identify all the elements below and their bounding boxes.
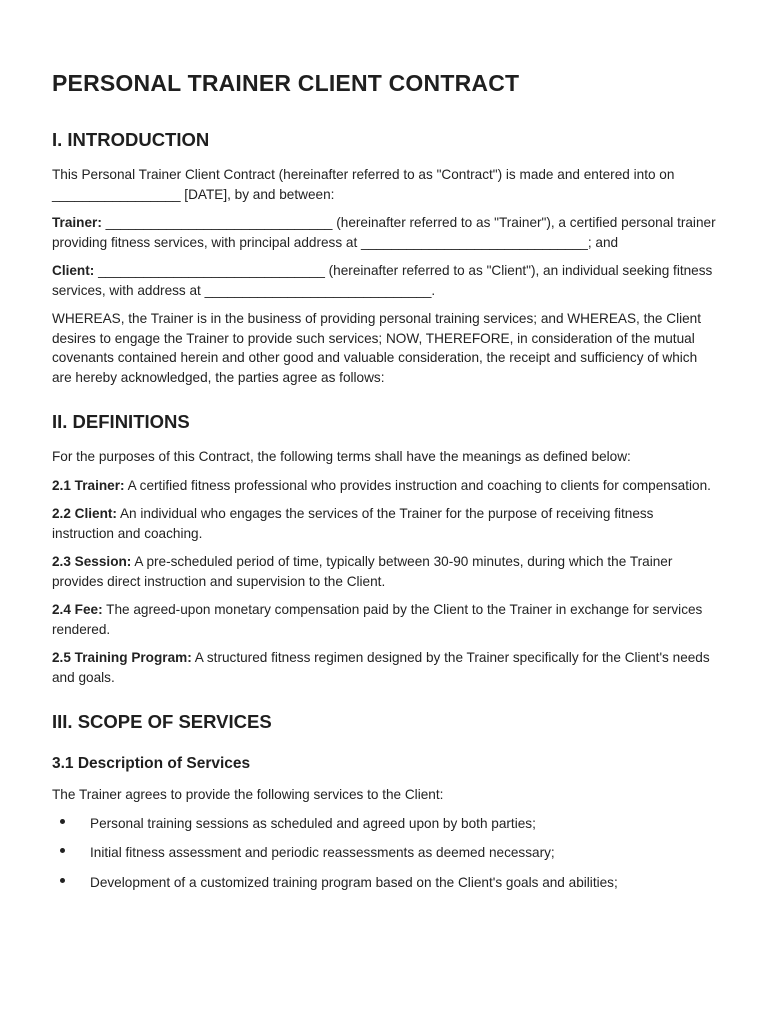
subsection-heading: 3.1 Description of Services xyxy=(52,755,251,772)
section-heading-definitions: II. DEFINITIONS xyxy=(52,411,190,432)
section-introduction xyxy=(52,129,718,387)
bullet-icon xyxy=(60,819,65,824)
definitions-lead: For the purposes of this Contract, the following terms shall have the meanings as defined below: xyxy=(52,449,631,464)
document-title: PERSONAL TRAINER CLIENT CONTRACT xyxy=(52,70,520,96)
definition-term: 2.3 Session: xyxy=(52,554,132,569)
definition-text: A certified fitness professional who provides instruction and coaching to clients for compensation. xyxy=(124,477,711,493)
definition-item xyxy=(52,648,718,687)
section-definitions xyxy=(52,411,718,687)
list-item-text: Personal training sessions as scheduled and agreed upon by both parties; xyxy=(90,815,536,831)
definition-term: 2.1 Trainer: xyxy=(52,477,125,493)
definition-text: A structured fitness regimen designed by the Trainer specifically for the Client's needs and goals. xyxy=(52,650,710,685)
section-scope-of-services xyxy=(52,711,718,892)
whereas-paragraph: WHEREAS, the Trainer is in the business of providing personal training services; and WHEREAS, the Client desires to engage the Trainer to provide such services; NOW, THEREFORE, in consideration of the mutual covenants contained herein and other good and valuable consideration, the receipt and sufficiency of which are hereby acknowledged, the parties agree as follows: xyxy=(52,311,702,385)
definition-item xyxy=(52,600,718,639)
scope-lead: The Trainer agrees to provide the following services to the Client: xyxy=(52,787,444,802)
trainer-paragraph xyxy=(52,213,718,252)
definition-text: The agreed-upon monetary compensation paid by the Client to the Trainer in exchange for services rendered. xyxy=(52,602,703,637)
list-item-text: Initial fitness assessment and periodic reassessments as deemed necessary; xyxy=(90,845,555,860)
list-item xyxy=(52,873,718,893)
definition-term: 2.2 Client: xyxy=(52,506,117,521)
client-label: Client: xyxy=(52,263,95,278)
list-item xyxy=(52,814,718,834)
services-list xyxy=(52,814,718,893)
intro-paragraph: This Personal Trainer Client Contract (hereinafter referred to as "Contract") is made and entered into on _________________ [DATE], by and between: xyxy=(52,167,675,202)
client-text: ______________________________ (hereinafter referred to as "Client"), an individual seeking fitness services, with address at ______________________________. xyxy=(52,263,713,298)
section-heading-scope: III. SCOPE OF SERVICES xyxy=(52,711,272,732)
section-heading-introduction: I. INTRODUCTION xyxy=(52,129,210,150)
trainer-label: Trainer: xyxy=(52,215,102,230)
definition-text: An individual who engages the services of the Trainer for the purpose of receiving fitness instruction and coaching. xyxy=(52,506,654,541)
client-paragraph xyxy=(52,261,718,300)
subsection-description-of-services xyxy=(52,755,718,892)
list-item xyxy=(52,843,718,863)
bullet-icon xyxy=(60,848,65,853)
definition-item xyxy=(52,552,718,591)
list-item-text: Development of a customized training program based on the Client's goals and abilities; xyxy=(90,874,618,890)
trainer-text: ______________________________ (hereinafter referred to as "Trainer"), a certified personal trainer providing fitness services, with principal address at ______________________________; and xyxy=(52,215,716,250)
definition-text: A pre-scheduled period of time, typically between 30-90 minutes, during which the Trainer provides direct instruction and supervision to the Client. xyxy=(52,554,673,589)
definition-term: 2.5 Training Program: xyxy=(52,650,192,665)
definition-item xyxy=(52,504,718,543)
bullet-icon xyxy=(60,878,65,883)
definition-item xyxy=(52,476,718,496)
definition-term: 2.4 Fee: xyxy=(52,602,103,617)
